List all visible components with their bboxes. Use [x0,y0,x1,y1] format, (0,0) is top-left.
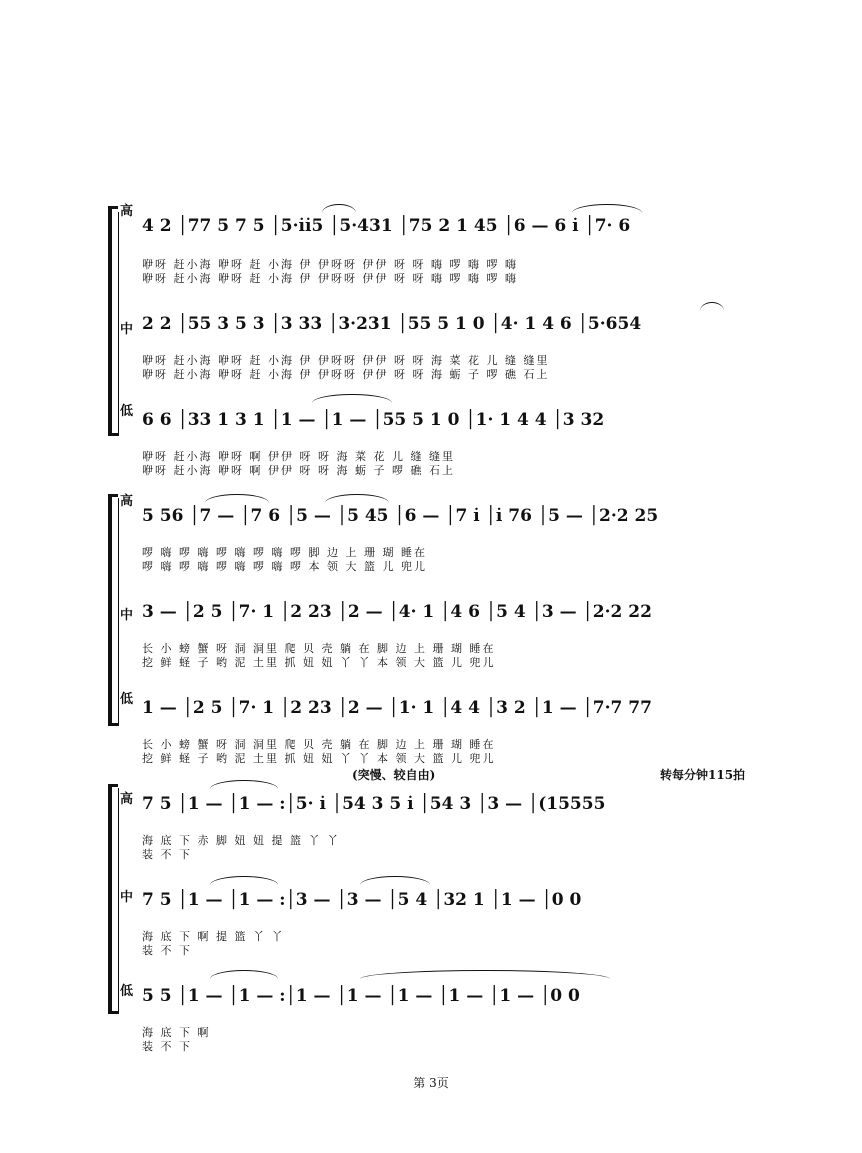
slur [210,780,278,789]
notes-row: 7 5 │1 — │1 — :│5· i̇ │54 3 5 i̇ │54 3 │3 — │(15555 [142,794,606,814]
system-3-barline-start [118,788,119,1014]
notes-row: 2 2 │55 3 5 3 │3 33 │3·231 │55 5 1 0 │4· 1 4 6 │5·654 [142,314,642,334]
part-label-low: 低 [120,404,134,419]
notes-row: 5 5 │1 — │1 — :│1 — │1 — │1 — │1 — │1 — │0 0 [142,986,580,1006]
lyric-line: 啰 嗨 啰 嗨 啰 嗨 啰 嗨 啰 本 领 大 篮 儿 兜儿 [142,560,427,573]
slur [205,494,269,503]
slur [360,876,430,885]
page-number: 第 3页 [413,1076,449,1090]
part-label-high: 高 [120,204,134,219]
part-label-mid: 中 [120,322,134,337]
notes-row: 3 — │2 5 │7· 1 │2 23 │2 — │4· 1 │4 6 │5 4 │3 — │2·2 22 [142,602,652,622]
system-2-barline-start [118,498,119,726]
lyric-line: 咿呀 赶小海 咿呀 啊 伊伊 呀 呀 海 菜 花 儿 缝 缝里 [142,450,455,463]
lyric-line: 海 底 下 赤 脚 妞 妞 提 篮 丫 丫 [142,834,340,847]
lyric-line: 装 不 下 [142,944,192,957]
part-label-mid: 中 [120,608,134,623]
part-label-high: 高 [120,494,134,509]
lyric-line: 咿呀 赶小海 咿呀 赶 小海 伊 伊呀呀 伊伊 呀 呀 嗨 啰 嗨 啰 嗨 [142,258,518,271]
system-1-barline-start [118,212,119,436]
slur [312,394,392,403]
lyric-line: 装 不 下 [142,848,192,861]
lyric-line: 挖 鲜 蛏 子 哟 泥 土里 抓 妞 妞 丫 丫 本 领 大 篮 儿 兜儿 [142,752,496,765]
lyric-line: 装 不 下 [142,1040,192,1053]
lyric-line: 咿呀 赶小海 咿呀 赶 小海 伊 伊呀呀 伊伊 呀 呀 海 菜 花 儿 缝 缝里 [142,354,550,367]
part-label-high: 高 [120,792,134,807]
notes-row: 4 2 │77 5 7 5 │5·i̇i̇5 │5·431 │75 2 1 45 │6 — 6 i̇ │7· 6 [142,216,631,236]
tempo-marking: (突慢、较自由) [352,768,436,782]
notes-row: 1 — │2 5 │7· 1 │2 23 │2 — │1· 1 │4 4 │3 2 │1 — │7·7 77 [142,698,652,718]
slur [210,876,278,885]
slur [210,970,278,979]
lyric-line: 海 底 下 啊 [142,1026,211,1039]
notes-row: 5 56 │7 — │7 6 │5 — │5 45 │6 — │7 i̇ │i̇ 76 │5 — │2·2 25 [142,506,659,526]
part-label-mid: 中 [120,890,134,905]
tempo-marking: 转每分钟115拍 [660,768,746,782]
notes-row: 6 6 │33 1 3 1 │1 — │1 — │55 5 1 0 │1· 1 4 4 │3 32 [142,410,605,430]
part-label-low: 低 [120,984,134,999]
lyric-line: 挖 鲜 蛏 子 哟 泥 土里 抓 妞 妞 丫 丫 本 领 大 篮 儿 兜儿 [142,656,496,669]
slur [572,204,642,213]
slur [360,970,610,979]
slur [322,204,356,213]
slur [700,302,724,311]
part-label-low: 低 [120,692,134,707]
lyric-line: 海 底 下 啊 提 篮 丫 丫 [142,930,285,943]
lyric-line: 咿呀 赶小海 咿呀 赶 小海 伊 伊呀呀 伊伊 呀 呀 海 蛎 子 啰 礁 石上 [142,368,550,381]
notes-row: 7 5 │1 — │1 — :│3 — │3 — │5 4 │32 1 │1 — │0 0 [142,890,582,910]
lyric-line: 咿呀 赶小海 咿呀 赶 小海 伊 伊呀呀 伊伊 呀 呀 嗨 啰 嗨 啰 嗨 [142,272,518,285]
slur [325,494,389,503]
lyric-line: 啰 嗨 啰 嗨 啰 嗨 啰 嗨 啰 脚 边 上 珊 瑚 睡在 [142,546,427,559]
lyric-line: 长 小 螃 蟹 呀 洞 洞里 爬 贝 壳 躺 在 脚 边 上 珊 瑚 睡在 [142,642,496,655]
lyric-line: 长 小 螃 蟹 呀 洞 洞里 爬 贝 壳 躺 在 脚 边 上 珊 瑚 睡在 [142,738,496,751]
lyric-line: 咿呀 赶小海 咿呀 啊 伊伊 呀 呀 海 蛎 子 啰 礁 石上 [142,464,455,477]
